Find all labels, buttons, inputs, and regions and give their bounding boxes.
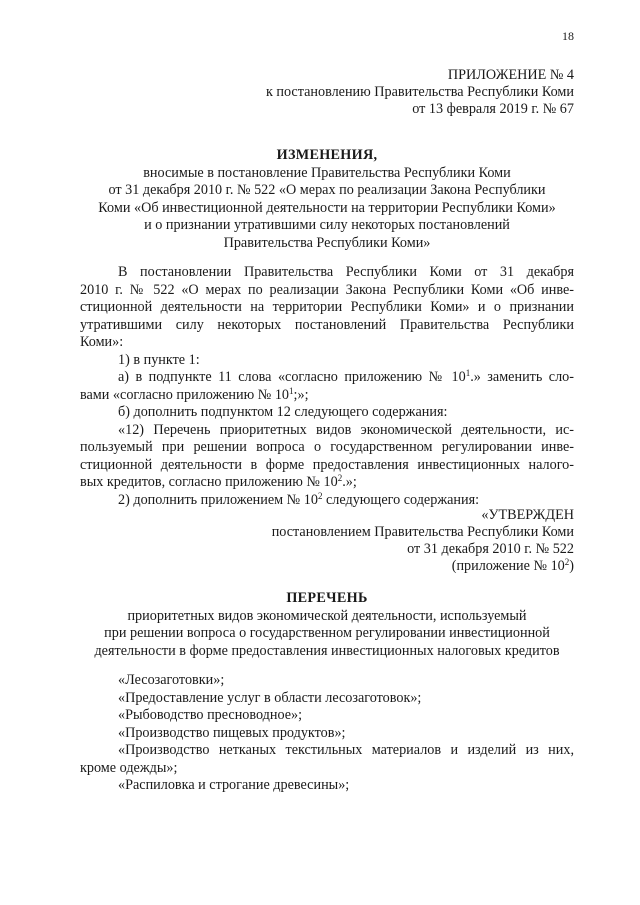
item-1a-line: вами «согласно приложению № $10^1$;»; — [80, 385, 309, 403]
superscript: 2 — [337, 473, 343, 483]
item-1b: б) дополнить подпунктом 12 следующего содержания: — [118, 404, 448, 420]
list-subtitle-line: деятельности в форме предоставления инвестиционных налоговых кредитов — [94, 642, 560, 659]
item-12-line: пользуемый при решении вопроса о государственном регулировании инве- — [80, 439, 574, 455]
list-item: «Производство нетканых текстильных материалов и изделий из них, — [118, 742, 574, 758]
list-item: «Предоставление услуг в области лесозаготовок»; — [118, 689, 422, 706]
list-item-continuation: кроме одежды»; — [80, 759, 178, 776]
superscript: 2 — [564, 557, 570, 567]
list-item: «Производство пищевых продуктов»; — [118, 724, 346, 741]
appendix-header — [200, 67, 574, 118]
body-line: утратившими силу некоторых постановлений Правительства Республики — [80, 316, 574, 333]
item-2: 2) дополнить приложением № $10^2$ следующего содержания: — [118, 490, 480, 508]
page-number: 18 — [562, 29, 574, 43]
list-item: «Распиловка и строгание древесины»; — [118, 777, 350, 793]
appendix-ref: к постановлению Правительства Республики Коми — [265, 84, 574, 100]
approved-line: от 31 декабря 2010 г. № 522 — [407, 541, 574, 557]
item-12-line: вых кредитов, согласно приложению № $10^2$.»; — [80, 473, 357, 490]
changes-title — [80, 147, 574, 252]
body-line: В постановлении Правительства Республики Коми от 31 декабря — [118, 264, 574, 280]
superscript: 1 — [289, 385, 294, 396]
appendix-title: ПРИЛОЖЕНИЕ № 4 — [447, 67, 574, 83]
changes-subtitle-line: от 31 декабря 2010 г. № 522 «О мерах по реализации Закона Республики — [108, 182, 546, 198]
changes-subtitle-line: вносимые в постановление Правительства Республики Коми — [143, 164, 511, 181]
list-item: «Лесозаготовки»; — [118, 672, 225, 688]
activity-list — [80, 672, 574, 795]
body-line: стиционной деятельности на территории Республики Коми» и о признании — [80, 299, 574, 315]
superscript: 1 — [465, 368, 471, 378]
changes-subtitle-line: Правительства Республики Коми» — [223, 234, 431, 251]
changes-heading: ИЗМЕНЕНИЯ, — [276, 147, 378, 163]
superscript: 2 — [317, 490, 323, 501]
list-title — [80, 590, 574, 660]
approved-line: постановлением Правительства Республики Коми — [271, 524, 574, 540]
approved-block — [200, 507, 574, 575]
item-12-line: стиционной деятельности в форме предоставления инвестиционных налого- — [80, 456, 574, 473]
body-line: 2010 г. № 522 «О мерах по реализации Закона Республики Коми «Об инве- — [80, 281, 574, 298]
item-1a-line: а) в подпункте 11 слова «согласно приложению № $10^1$.» заменить сло- — [118, 368, 574, 385]
list-subtitle-line: при решении вопроса о государственном регулировании инвестиционной — [104, 625, 550, 641]
changes-subtitle-line: Коми «Об инвестиционной деятельности на территории Республики Коми» — [98, 199, 556, 216]
body-line: Коми»: — [80, 334, 124, 350]
changes-subtitle-line: и о признании утратившими силу некоторых постановлений — [144, 217, 510, 233]
list-subtitle-line: приоритетных видов экономической деятельности, используемый — [127, 607, 527, 624]
approved-line: (приложение № $10^2$) — [451, 557, 574, 574]
approved-title: «УТВЕРЖДЕН — [481, 507, 574, 523]
list-heading: ПЕРЕЧЕНЬ — [286, 590, 368, 606]
list-item: «Рыбоводство пресноводное»; — [118, 707, 303, 723]
item-12-line: «12) Перечень приоритетных видов экономической деятельности, ис- — [118, 421, 574, 438]
body-text — [80, 264, 574, 509]
appendix-date: от 13 февраля 2019 г. № 67 — [412, 101, 574, 117]
item-1: 1) в пункте 1: — [118, 351, 200, 368]
